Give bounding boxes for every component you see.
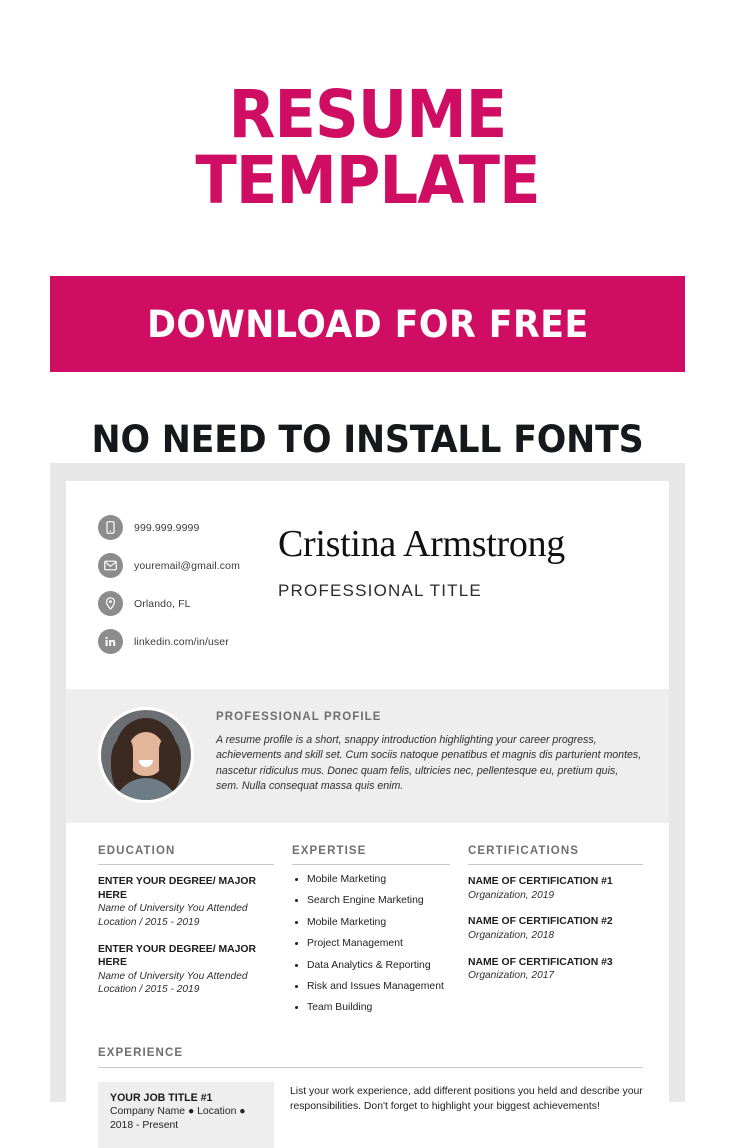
profile-text-block xyxy=(216,707,643,803)
page-title: RESUME TEMPLATE xyxy=(195,76,540,219)
experience-entry xyxy=(98,1082,643,1148)
education-entry xyxy=(98,943,274,998)
promo-header xyxy=(0,0,735,461)
experience-company-line: Company Name ● Location ● 2018 - Present xyxy=(110,1105,246,1132)
contact-linkedin-value: linkedin.com/in/user xyxy=(134,635,229,648)
expertise-divider xyxy=(292,864,450,865)
certifications-heading: CERTIFICATIONS xyxy=(468,845,580,857)
contact-email-value: youremail@gmail.com xyxy=(134,559,240,572)
location-pin-icon xyxy=(98,591,123,616)
candidate-name: Cristina Armstrong xyxy=(278,523,565,565)
experience-description: List your work experience, add different positions you held and describe your responsibilities. Don't forget to highlight your biggest achievements! xyxy=(290,1085,643,1112)
phone-icon xyxy=(98,515,123,540)
list-item: • Mobile Marketing xyxy=(307,918,450,928)
certifications-section xyxy=(468,845,643,1025)
promo-subtitle: NO NEED TO INSTALL FONTS xyxy=(91,418,644,461)
certification-entry xyxy=(468,875,643,902)
name-block xyxy=(278,511,565,667)
contact-location-value: Orlando, FL xyxy=(134,597,191,610)
certification-org: Organization, 2017 xyxy=(468,970,555,982)
list-item: • Risk and Issues Management xyxy=(307,982,450,992)
certification-name: NAME OF CERTIFICATION #2 xyxy=(468,916,613,928)
download-banner[interactable] xyxy=(50,276,685,372)
profile-heading: PROFESSIONAL PROFILE xyxy=(216,711,382,723)
list-item: • Project Management xyxy=(307,939,450,949)
contact-item-linkedin xyxy=(98,629,278,654)
profile-section xyxy=(66,689,669,823)
certifications-divider xyxy=(468,864,643,865)
linkedin-icon xyxy=(98,629,123,654)
education-entry xyxy=(98,875,274,930)
certification-org: Organization, 2018 xyxy=(468,929,555,941)
experience-entry-meta xyxy=(98,1082,274,1148)
experience-section xyxy=(66,1041,669,1148)
contact-item-phone xyxy=(98,515,278,540)
candidate-job-title: PROFESSIONAL TITLE xyxy=(278,581,482,600)
list-item: • Mobile Marketing xyxy=(307,875,450,885)
expertise-list xyxy=(292,875,450,1014)
certification-entry xyxy=(468,956,643,983)
experience-heading: EXPERIENCE xyxy=(98,1046,184,1059)
contact-list xyxy=(66,511,278,667)
download-banner-label: DOWNLOAD FOR FREE xyxy=(146,302,589,346)
education-degree: ENTER YOUR DEGREE/ MAJOR HERE xyxy=(98,876,257,901)
certification-entry xyxy=(468,915,643,942)
list-item: • Team Building xyxy=(307,1003,450,1013)
certification-name: NAME OF CERTIFICATION #3 xyxy=(468,956,613,968)
education-section xyxy=(98,845,274,1025)
education-degree: ENTER YOUR DEGREE/ MAJOR HERE xyxy=(98,943,257,969)
certification-name: NAME OF CERTIFICATION #1 xyxy=(468,876,613,887)
expertise-section xyxy=(292,845,450,1025)
avatar xyxy=(98,707,194,803)
education-heading: EDUCATION xyxy=(98,845,176,857)
envelope-icon xyxy=(98,553,123,578)
education-location: Location / 2015 - 2019 xyxy=(98,916,200,928)
resume-preview-frame xyxy=(50,463,685,1132)
resume-columns xyxy=(66,823,669,1041)
education-location: Location / 2015 - 2019 xyxy=(98,984,200,996)
experience-divider xyxy=(98,1067,643,1068)
contact-phone-value: 999.999.9999 xyxy=(134,521,200,534)
education-divider xyxy=(98,864,274,865)
experience-job-title: YOUR JOB TITLE #1 xyxy=(110,1091,213,1104)
resume-header xyxy=(66,481,669,689)
contact-item-email xyxy=(98,553,278,578)
education-school: Name of University You Attended xyxy=(98,903,248,915)
expertise-heading: EXPERTISE xyxy=(292,845,367,857)
resume-document xyxy=(66,481,669,1148)
contact-item-location xyxy=(98,591,278,616)
list-item: • Data Analytics & Reporting xyxy=(307,961,450,971)
list-item: • Search Engine Marketing xyxy=(307,896,450,906)
profile-description: A resume profile is a short, snappy introduction highlighting your career progress, achievements and skill set. Cum sociis natoque penatibus et magnis dis parturient montes, nascetur ridiculus mus. Donec quam felis, ultricies nec, pellentesque eu, pretium quis, sem. Nulla consequat massa quis enim. xyxy=(216,734,642,793)
certification-org: Organization, 2019 xyxy=(468,889,555,901)
education-school: Name of University You Attended xyxy=(98,970,248,982)
